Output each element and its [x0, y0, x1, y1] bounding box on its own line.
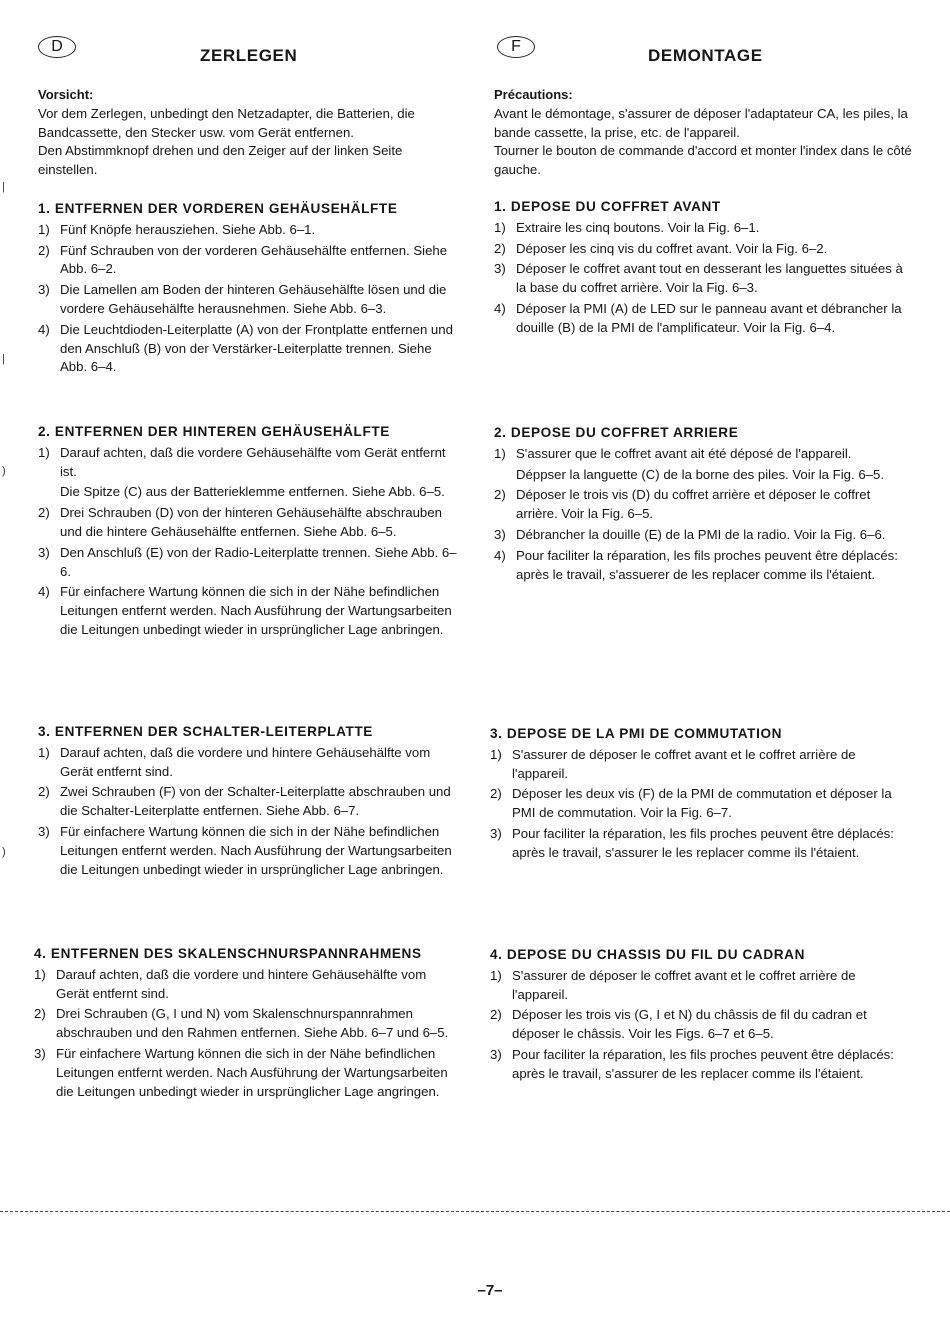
step [494, 300, 914, 338]
step-text: Drei Schrauben (G, I und N) vom Skalenschnurspannrahmen abschrauben und den Rahmen entfernen. Siehe Abb. 6–7 und 6–5. [56, 1006, 449, 1041]
step [34, 1045, 454, 1101]
step-number: 1) [490, 746, 502, 762]
step-number: 1) [494, 445, 506, 461]
step-text: Für einfachere Wartung können die sich in der Nähe befindlichen Leitungen entfernt werden. Nach Ausführung der Wartungsarbeiten die Leitungen unbedingt wieder in ursprünglicher Lage anbringen. [60, 584, 452, 637]
step-number: 2) [494, 487, 506, 503]
section-title: 1. ENTFERNEN DER VORDEREN GEHÄUSEHÄLFTE [38, 201, 398, 216]
step [34, 966, 454, 1004]
german-section-3 [38, 723, 458, 881]
step-text: Für einfachere Wartung können die sich in der Nähe befindlichen Leitungen entfernt werden. Nach Ausführung der Wartungsarbeiten die Leitungen unbedingt wieder in ursprünglicher Lage angringen. [56, 1045, 448, 1099]
step [490, 1046, 910, 1084]
step-number: 1) [34, 966, 46, 982]
step-text: Déposer les deux vis (F) de la PMI de commutation et déposer la PMI de commutation. Voir la Fig. 6–7. [512, 786, 892, 821]
step-number: 2) [38, 505, 50, 521]
step-text: Zwei Schrauben (F) von der Schalter-Leiterplatte abschrauben und die Schalter-Leiterplatte entfernen. Siehe Abb. 6–7. [60, 784, 451, 819]
step-number: 3) [38, 544, 50, 560]
step-number: 3) [38, 282, 50, 298]
step-text: Pour faciliter la réparation, les fils proches peuvent être déplacés: après le travail, s'assurer le les replacer comme ils l'étaient. [512, 825, 894, 860]
step-text: Déposer la PMI (A) de LED sur le panneau avant et débrancher la douille (B) de la PMI de l'amplificateur. Voir la Fig. 6–4. [516, 300, 902, 335]
french-section-2 [494, 424, 914, 586]
step [34, 1005, 454, 1043]
step-text: Pour faciliter la réparation, les fils proches peuvent être déplacés: après le travail, s'assurer de les replacer comme ils l'étaient. [512, 1046, 894, 1081]
step [38, 583, 458, 639]
step [38, 504, 458, 542]
step-text: Darauf achten, daß die vordere Gehäusehälfte vom Gerät entfernt ist. [60, 444, 446, 479]
french-title: DEMONTAGE [648, 46, 763, 65]
step-text: Déposer le coffret avant tout en desserant les languettes situées à la base du coffret arrière. Voir la Fig. 6–3. [516, 261, 903, 296]
step [494, 547, 914, 585]
german-precaution-title: Vorsicht: [38, 87, 94, 102]
step [494, 486, 914, 524]
german-header [38, 36, 76, 58]
section-title: 2. ENTFERNEN DER HINTEREN GEHÄUSEHÄLFTE [38, 424, 390, 439]
step-text: Déposer le trois vis (D) du coffret arrière et déposer le coffret arrière. Voir la Fig. 6–5. [516, 487, 871, 522]
step [38, 281, 458, 319]
step [38, 823, 458, 879]
step-number: 3) [494, 526, 506, 542]
margin-scan-mark: | [2, 353, 5, 365]
step-text: Die Leuchtdioden-Leiterplatte (A) von der Frontplatte entfernen und den Anschluß (B) von der Verstärker-Leiterplatte trennen. Siehe Abb. 6–4. [60, 321, 453, 375]
step-number: 3) [494, 261, 506, 277]
step-text: Den Anschluß (E) von der Radio-Leiterplatte trennen. Siehe Abb. 6–6. [60, 544, 457, 579]
step [38, 242, 458, 280]
step [490, 967, 910, 1005]
step-number: 1) [38, 444, 50, 460]
section-title: 4. ENTFERNEN DES SKALENSCHNURSPANNRAHMENS [34, 946, 422, 961]
german-section-2 [38, 423, 458, 642]
step [494, 526, 914, 545]
step-number: 4) [494, 547, 506, 563]
step-text: Darauf achten, daß die vordere und hintere Gehäusehälfte vom Gerät entfernt sind. [56, 966, 427, 1001]
step-text: Extraire les cinq boutons. Voir la Fig. 6–1. [516, 219, 760, 235]
step [38, 483, 458, 502]
german-section-4 [34, 945, 454, 1103]
step-number: 4) [38, 584, 50, 600]
step-number: 4) [38, 321, 50, 337]
section-title: 1. DEPOSE DU COFFRET AVANT [494, 199, 721, 214]
step-number: 3) [490, 825, 502, 841]
step [494, 466, 914, 485]
step-number [494, 466, 516, 485]
step-text: S'assurer que le coffret avant ait été déposé de l'appareil. [516, 445, 852, 461]
step-number: 2) [490, 1007, 502, 1023]
step-text: Drei Schrauben (D) von der hinteren Gehäusehälfte abschrauben und die hintere Gehäusehälfte entfernen. Siehe Abb. 6–5. [60, 505, 442, 539]
step [38, 783, 458, 821]
german-title: ZERLEGEN [200, 46, 298, 65]
french-section-1 [494, 198, 914, 340]
section-title: 3. ENTFERNEN DER SCHALTER-LEITERPLATTE [38, 724, 373, 739]
step-text: Für einfachere Wartung können die sich in der Nähe befindlichen Leitungen entfernt werden. Nach Ausführung der Wartungsarbeiten die Leitungen unbedingt wieder in ursprünglicher Lage anbringen. [60, 823, 452, 877]
step [490, 825, 910, 863]
step [38, 444, 458, 482]
french-precaution-paragraph: Tourner le bouton de commande d'accord et monter l'index dans le côté gauche. [494, 143, 912, 178]
german-precaution-paragraph: Vor dem Zerlegen, unbedingt den Netzadapter, die Batterien, die Bandcassette, den Stecker usw. vom Gerät entfernen. [38, 105, 415, 140]
german-section-1 [38, 200, 458, 379]
german-precautions [38, 86, 458, 180]
margin-scan-mark: ) [2, 846, 6, 858]
french-language-badge: F [497, 36, 535, 58]
step-text: Fünf Knöpfe herausziehen. Siehe Abb. 6–1. [60, 221, 316, 237]
step-number: 2) [494, 240, 506, 256]
step-number: 2) [38, 242, 50, 258]
step [490, 746, 910, 784]
step [494, 219, 914, 238]
french-section-3 [490, 725, 910, 865]
page-number: –7– [477, 1282, 503, 1299]
german-language-badge: D [38, 36, 76, 58]
step [38, 744, 458, 782]
step-text: Déposer les trois vis (G, I et N) du châssis de fil du cadran et déposer le châssis. Voir les Figs. 6–7 et 6–5. [512, 1007, 867, 1042]
step-text: Die Lamellen am Boden der hinteren Gehäusehälfte lösen und die vordere Gehäusehälfte herausnehmen. Siehe Abb. 6–3. [60, 282, 447, 316]
step [490, 1006, 910, 1044]
french-precautions [494, 86, 914, 180]
step-number: 2) [490, 786, 502, 802]
step [38, 221, 458, 240]
step-text: S'assurer de déposer le coffret avant et le coffret arrière de l'appareil. [512, 746, 856, 781]
step-number: 1) [38, 744, 50, 760]
step [38, 544, 458, 582]
step [494, 240, 914, 259]
step-number: 3) [34, 1045, 46, 1061]
step [494, 445, 914, 464]
french-precaution-paragraph: Avant le démontage, s'assurer de déposer l'adaptateur CA, les piles, la bande cassette, la prise, etc. de l'appareil. [494, 105, 908, 140]
step-number [38, 483, 60, 502]
step [494, 260, 914, 298]
margin-scan-mark: | [2, 181, 5, 193]
step-text: Déppser la languette (C) de la borne des piles. Voir la Fig. 6–5. [516, 466, 884, 482]
section-title: 2. DEPOSE DU COFFRET ARRIERE [494, 425, 739, 440]
margin-scan-mark: ) [2, 465, 6, 477]
step [38, 321, 458, 377]
french-section-4 [490, 946, 910, 1086]
step-text: S'assurer de déposer le coffret avant et le coffret arrière de l'appareil. [512, 967, 856, 1002]
step-number: 1) [494, 219, 506, 235]
step-number: 3) [38, 823, 50, 839]
step-number: 1) [38, 221, 50, 237]
step-text: Die Spitze (C) aus der Batterieklemme entfernen. Siehe Abb. 6–5. [60, 484, 445, 500]
step-number: 2) [38, 784, 50, 800]
section-title: 4. DEPOSE DU CHASSIS DU FIL DU CADRAN [490, 947, 806, 962]
step [490, 785, 910, 823]
step-number: 4) [494, 300, 506, 316]
step-text: Débrancher la douille (E) de la PMI de la radio. Voir la Fig. 6–6. [516, 526, 886, 542]
german-precaution-paragraph: Den Abstimmknopf drehen und den Zeiger auf der linken Seite einstellen. [38, 143, 403, 178]
step-number: 3) [490, 1046, 502, 1062]
step-number: 1) [490, 967, 502, 983]
french-header [497, 36, 535, 58]
step-text: Pour faciliter la réparation, les fils proches peuvent être déplacés: après le travail, s'assuerer de les replacer comme ils l'étaient. [516, 547, 898, 582]
step-text: Fünf Schrauben von der vorderen Gehäusehälfte entfernen. Siehe Abb. 6–2. [60, 242, 448, 277]
section-title: 3. DEPOSE DE LA PMI DE COMMUTATION [490, 726, 783, 741]
step-number: 2) [34, 1006, 46, 1022]
step-text: Déposer les cinq vis du coffret avant. Voir la Fig. 6–2. [516, 240, 828, 256]
step-text: Darauf achten, daß die vordere und hintere Gehäusehälfte vom Gerät entfernt sind. [60, 744, 431, 779]
footer-divider [0, 1211, 950, 1212]
french-precaution-title: Précautions: [494, 87, 573, 102]
